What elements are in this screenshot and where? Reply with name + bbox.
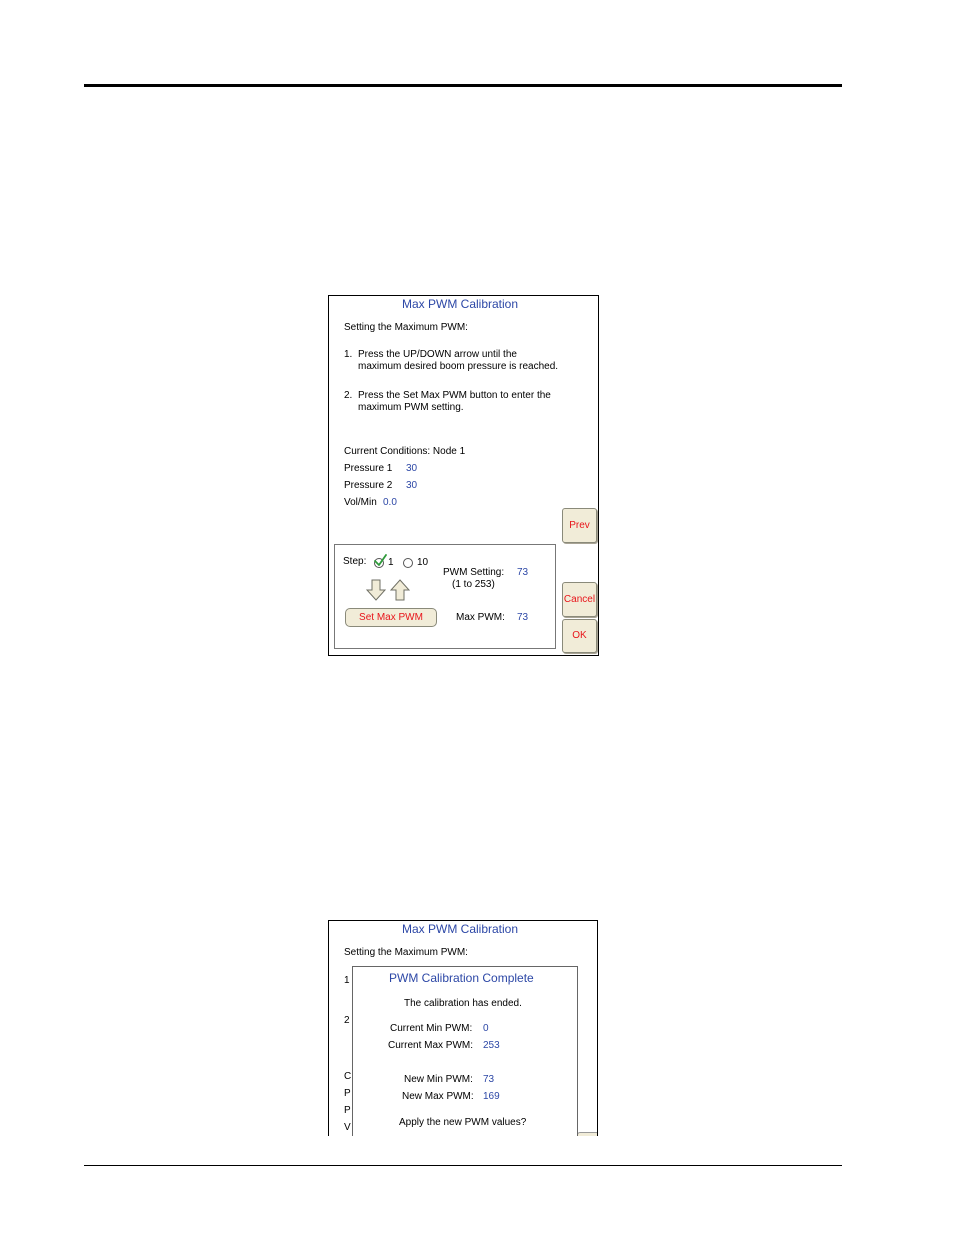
cancel-button[interactable]: Cancel [562, 582, 597, 617]
current-min-label: Current Min PWM: [390, 1023, 473, 1034]
instructions-heading: Setting the Maximum PWM: [344, 322, 468, 333]
max-pwm-value: 73 [517, 612, 529, 623]
max-pwm-calibration-complete-screen [328, 920, 598, 1136]
instructions-heading: Setting the Maximum PWM: [344, 947, 468, 958]
pressure2-value: 30 [406, 480, 418, 491]
new-min-value: 73 [483, 1074, 495, 1085]
bg-fragment: P [344, 1088, 351, 1099]
step1-number: 1. [344, 349, 353, 360]
calibration-complete-dialog [352, 966, 578, 1136]
partial-side-button[interactable] [577, 1132, 598, 1136]
step2-number: 2. [344, 390, 353, 401]
dialog-message: The calibration has ended. [404, 998, 522, 1009]
new-max-value: 169 [483, 1091, 500, 1102]
bg-fragment: C [344, 1071, 352, 1082]
screen-title: Max PWM Calibration [402, 922, 519, 936]
ok-button[interactable]: OK [562, 619, 597, 653]
prev-button[interactable]: Prev [562, 508, 597, 543]
step-option-10-label: 10 [417, 557, 429, 568]
pressure2-label: Pressure 2 [344, 480, 393, 491]
bg-fragment: P [344, 1105, 351, 1116]
volmin-label: Vol/Min [344, 497, 377, 508]
screen-title: Max PWM Calibration [402, 297, 519, 311]
bg-fragment: V [344, 1122, 351, 1133]
current-conditions-label: Current Conditions: Node 1 [344, 446, 466, 457]
step1-line1: Press the UP/DOWN arrow until the [358, 349, 517, 360]
dialog-title: PWM Calibration Complete [389, 971, 534, 985]
max-pwm-label: Max PWM: [456, 612, 505, 623]
current-max-value: 253 [483, 1040, 500, 1051]
footer-rule [84, 1165, 842, 1166]
apply-question: Apply the new PWM values? [399, 1117, 527, 1128]
step2-line2: maximum PWM setting. [358, 402, 464, 413]
step-option-1-label: 1 [388, 557, 394, 568]
new-min-label: New Min PWM: [404, 1074, 473, 1085]
set-max-pwm-button[interactable]: Set Max PWM [345, 608, 437, 627]
header-rule [84, 84, 842, 87]
step1-line2: maximum desired boom pressure is reached. [358, 361, 559, 372]
step2-line1: Press the Set Max PWM button to enter the [358, 390, 551, 401]
volmin-value: 0.0 [383, 497, 397, 508]
checkmark-icon [372, 553, 388, 569]
bg-fragment: 1 [344, 975, 350, 986]
current-max-label: Current Max PWM: [388, 1040, 474, 1051]
pwm-adjust-panel [334, 544, 556, 649]
current-min-value: 0 [483, 1023, 489, 1034]
arrow-up-icon[interactable] [390, 579, 410, 601]
pwm-range-label: (1 to 253) [452, 579, 495, 590]
bg-fragment: 2 [344, 1015, 350, 1026]
pressure1-label: Pressure 1 [344, 463, 393, 474]
pressure1-value: 30 [406, 463, 418, 474]
new-max-label: New Max PWM: [402, 1091, 474, 1102]
step-10-radio[interactable] [403, 558, 413, 568]
step-label: Step: [343, 556, 367, 567]
pwm-setting-value: 73 [517, 567, 529, 578]
pwm-setting-label: PWM Setting: [443, 567, 505, 578]
arrow-down-icon[interactable] [366, 579, 386, 601]
max-pwm-calibration-screen [328, 295, 599, 656]
